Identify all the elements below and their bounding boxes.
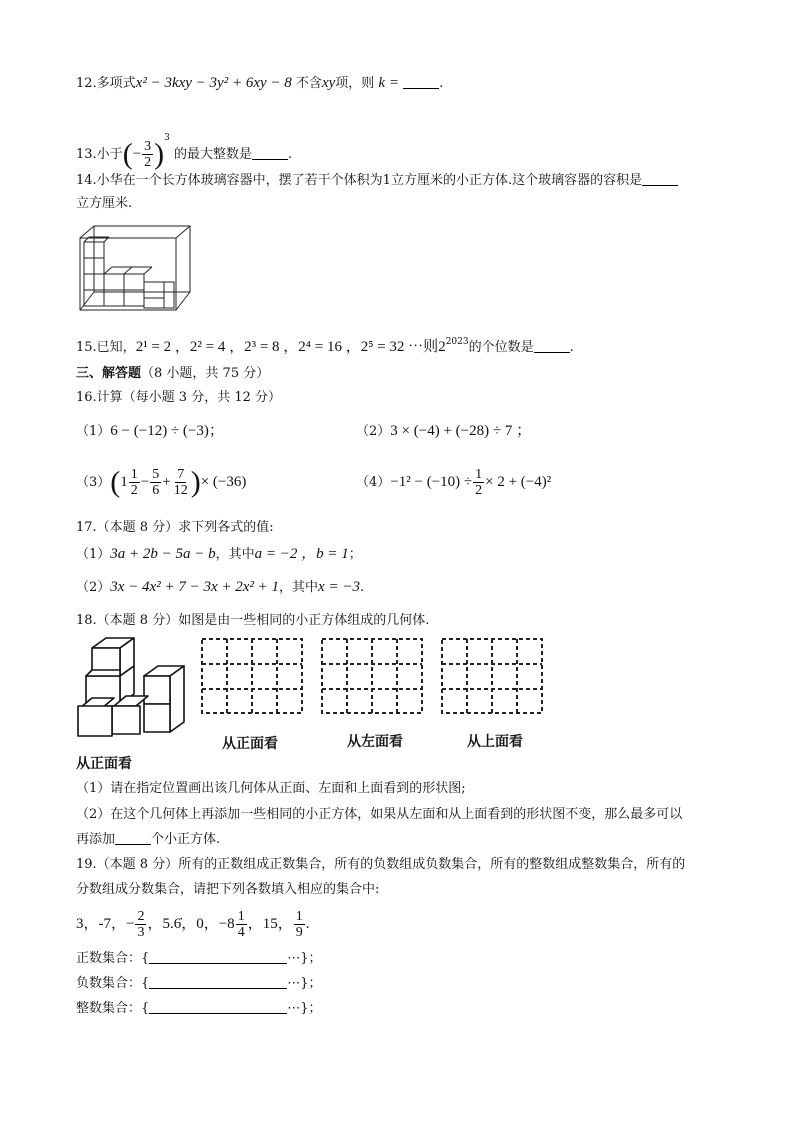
q16-p3-frac3: $\frac{7}{12}$ xyxy=(173,467,188,498)
q18-caption-grid-front: 从正面看 xyxy=(222,736,278,752)
q12-k: k = xyxy=(378,75,399,91)
q13-paren-close: ) xyxy=(154,137,165,171)
section3-heading xyxy=(76,365,269,383)
q18-p2-pre: 再添加 xyxy=(76,832,116,847)
q12-text2: 项，则 xyxy=(335,76,375,91)
q13-answer-blank[interactable] xyxy=(252,147,288,160)
q17-title: 17.（本题 8 分）求下列各式的值: xyxy=(76,520,274,535)
q19-set-negative xyxy=(76,975,322,993)
q19-set-positive-blank[interactable] xyxy=(149,951,287,964)
q19-set-positive-end: ⋯}； xyxy=(287,951,322,966)
q18-caption-grid-top: 从上面看 xyxy=(467,734,523,750)
q19-frac3: $\frac{1}{9}$ xyxy=(295,909,303,940)
q17-part2 xyxy=(76,578,364,597)
q18-grid-front[interactable] xyxy=(200,637,306,717)
q18-grid-left[interactable] xyxy=(320,637,426,717)
q16-part3: （3）(1 $\frac{1}{2}$ − $\frac{5}{6}$ + $\frac{7}{12}$ )× (−36) xyxy=(76,465,247,499)
q15-exponent: 2023 xyxy=(445,337,469,347)
q17-p2-cond: x = −3 xyxy=(318,579,360,595)
q19-nums-c: ，15， xyxy=(247,916,293,932)
q16-p3-frac2: $\frac{5}{6}$ xyxy=(152,467,160,498)
q15-line xyxy=(76,333,574,357)
q13-line: 13.小于(− $\frac{3}{2}$ )$^3$ 的最大整数是 . xyxy=(76,133,293,171)
q19-frac1: $\frac{2}{3}$ xyxy=(137,909,145,940)
q16-p4-expr-a: −1² − (−10) ÷ xyxy=(390,474,473,490)
q12-answer-blank[interactable] xyxy=(403,76,439,89)
q14-line1 xyxy=(76,172,678,190)
q12-xy: xy xyxy=(321,75,336,91)
q17-p1-label: （1） xyxy=(76,547,111,562)
q15-text: 的个位数是 xyxy=(468,340,534,355)
q19-line2: 分数组成分数集合，请把下列各数填入相应的集合中: xyxy=(76,882,380,897)
q12-line xyxy=(76,74,443,93)
q16-p2-expr: 3 × (−4) + (−28) ÷ 7 ； xyxy=(390,423,532,439)
q17-p1-expr: 3a + 2b − 5a − b xyxy=(110,546,216,562)
q16-p3-tail: × (−36) xyxy=(200,474,247,490)
q16-part1 xyxy=(76,422,224,441)
q13-exponent: 3 xyxy=(164,133,170,143)
q12-text: 不含 xyxy=(295,76,322,91)
q19-set-positive-label: 正数集合：{ xyxy=(76,951,150,966)
q19-set-integer-label: 整数集合：{ xyxy=(76,1001,150,1016)
q14-answer-blank[interactable] xyxy=(642,173,678,186)
q16-p3-label: （3） xyxy=(76,475,111,490)
q12-period: . xyxy=(439,76,444,91)
q14-line2: 立方厘米. xyxy=(76,196,133,211)
q12-prefix: 12.多项式 xyxy=(76,76,136,91)
q16-p1-expr: 6 − (−12) ÷ (−3)； xyxy=(110,423,224,439)
q17-p2-label: （2） xyxy=(76,580,111,595)
q19-line1: 19.（本题 8 分）所有的正数组成正数集合，所有的负数组成负数集合，所有的整数组成整数集合，所有的 xyxy=(76,857,686,872)
q16-p4-label: （4） xyxy=(356,475,391,490)
q19-nums-b: ，5.6̇，0，−8 xyxy=(147,916,235,932)
q18-caption-grid-left: 从左面看 xyxy=(347,734,403,750)
q19-set-integer-blank[interactable] xyxy=(149,1001,287,1014)
q15-powers: 2¹ = 2 ，2² = 4 ，2³ = 8 ，2⁴ = 16 ，2⁵ = 32 ⋯则 xyxy=(135,339,439,355)
q18-p2-post: 个小正方体. xyxy=(151,832,221,847)
q14-text: 14.小华在一个长方体玻璃容器中，摆了若干个体积为1立方厘米的小正方体.这个玻璃容器的容积是 xyxy=(76,173,643,188)
q19-set-integer xyxy=(76,1000,322,1018)
q16-p1-label: （1） xyxy=(76,424,111,439)
q12-polynomial: x² − 3kxy − 3y² + 6xy − 8 xyxy=(135,75,292,91)
q13-text: 的最大整数是 xyxy=(174,147,253,162)
q18-part1: （1）请在指定位置画出该几何体从正面、左面和上面看到的形状图; xyxy=(76,781,466,796)
q15-answer-blank[interactable] xyxy=(534,340,570,353)
q18-grid-top[interactable] xyxy=(440,637,546,717)
q19-nums-end: . xyxy=(305,916,310,932)
q16-p2-label: （2） xyxy=(356,424,391,439)
q18-caption-front-figure: 从正面看 xyxy=(76,756,132,772)
q18-part2-line2 xyxy=(76,831,220,849)
q18-part2-line1: （2）在这个几何体上再添加一些相同的小正方体，如果从左面和从上面看到的形状图不变，那么最多可以 xyxy=(76,807,683,822)
q16-p4-frac: $\frac{1}{2}$ xyxy=(475,467,483,498)
q13-prefix: 13.小于 xyxy=(76,147,123,162)
q19-numbers: 3，-7，− $\frac{2}{3}$ ，5.6̇，0，−8 $\frac{1}{4}$ ，15， $\frac{1}{9}$ . xyxy=(76,909,310,940)
q15-base: 2 xyxy=(438,339,446,355)
q17-p2-end: . xyxy=(359,580,365,595)
q15-prefix: 15.已知， xyxy=(76,340,136,355)
q19-set-negative-blank[interactable] xyxy=(149,976,287,989)
q17-part1 xyxy=(76,545,362,564)
q16-p3-int: 1 xyxy=(120,474,128,490)
q14-glass-container-figure xyxy=(76,220,194,312)
q19-frac2: $\frac{1}{4}$ xyxy=(237,909,245,940)
q16-p3-frac1: $\frac{1}{2}$ xyxy=(130,467,138,498)
q19-set-integer-end: ⋯}； xyxy=(287,1001,322,1016)
q17-p1-cond: a = −2 ，b = 1 xyxy=(254,546,349,562)
q13-paren-open: ( xyxy=(122,137,133,171)
q19-set-negative-label: 负数集合：{ xyxy=(76,976,150,991)
q19-set-negative-end: ⋯}； xyxy=(287,976,322,991)
q13-period: . xyxy=(288,147,293,162)
q16-title: 16.计算（每小题 3 分，共 12 分） xyxy=(76,390,282,405)
q16-part2 xyxy=(356,422,531,441)
q16-p4-expr-b: × 2 + (−4)² xyxy=(485,474,552,490)
q19-set-positive xyxy=(76,950,322,968)
q17-p1-end: ； xyxy=(348,547,362,562)
q18-answer-blank[interactable] xyxy=(115,832,151,845)
section3-title: 三、解答题 xyxy=(76,366,142,381)
q17-p2-expr: 3x − 4x² + 7 − 3x + 2x² + 1 xyxy=(110,579,280,595)
q15-period: . xyxy=(569,340,574,355)
q18-title: 18.（本题 8 分）如图是由一些相同的小正方体组成的几何体. xyxy=(76,613,430,628)
q18-cube-solid-figure xyxy=(76,636,186,746)
q17-p2-mid: ，其中 xyxy=(279,580,319,595)
q13-fraction: $\frac{3}{2}$ xyxy=(144,139,152,170)
section3-note: （8 小题，共 75 分） xyxy=(141,366,270,381)
q16-part4 xyxy=(356,462,551,502)
q19-nums-a: 3，-7， xyxy=(76,916,126,932)
q17-p1-mid: ，其中 xyxy=(215,547,255,562)
